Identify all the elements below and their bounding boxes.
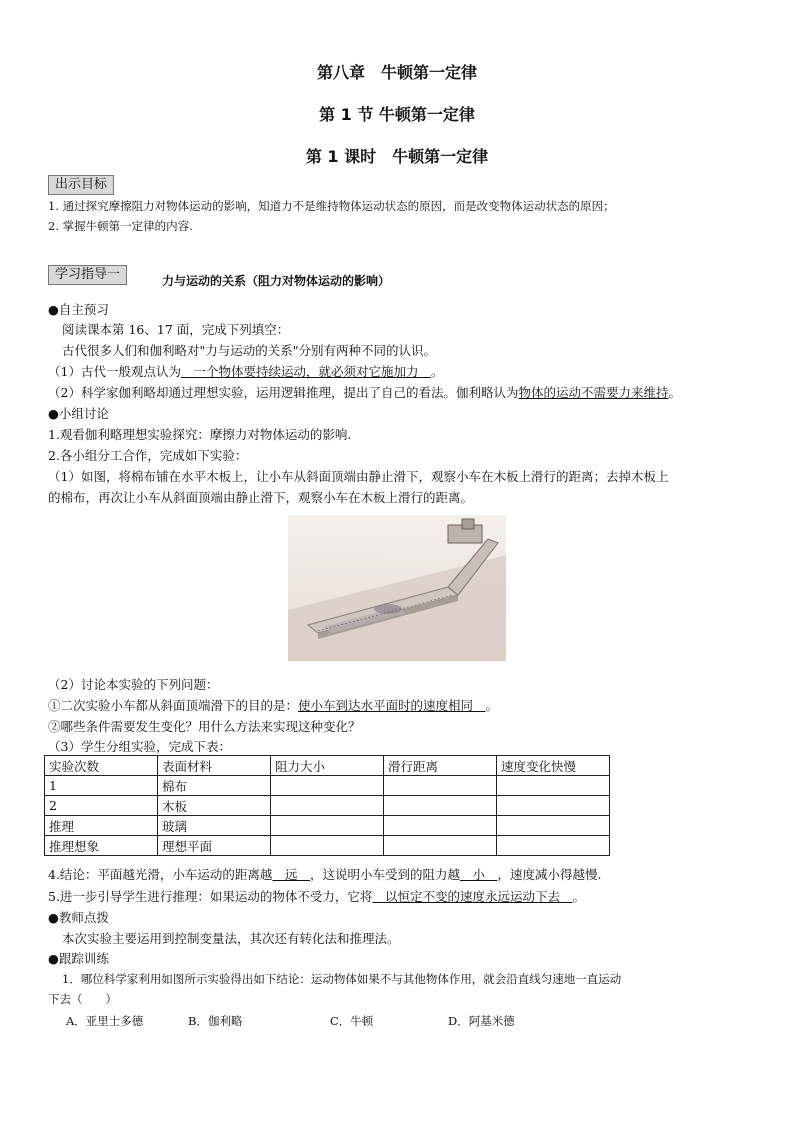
table-cell: 理想平面 xyxy=(158,836,271,856)
table-cell: 推理 xyxy=(45,816,158,836)
c5-suffix: 。 xyxy=(572,889,585,904)
table-cell xyxy=(497,836,610,856)
table-row xyxy=(45,836,610,856)
guide-topic: 力与运动的关系（阻力对物体运动的影响） xyxy=(162,274,391,288)
experiment-photo xyxy=(288,515,506,661)
q2-prefix: （2）科学家伽利略却通过理想实验，运用逻辑推理，提出了自己的看法。伽利略认为 xyxy=(48,385,519,400)
table-row xyxy=(45,776,610,796)
discussion-heading: ●小组讨论 xyxy=(48,406,109,421)
experiment-table xyxy=(44,755,610,856)
c4-part-b: ，这说明小车受到的阻力越 xyxy=(309,867,460,882)
step-2: （2）讨论本实验的下列问题： xyxy=(48,677,219,692)
conclusion-4 xyxy=(48,865,748,883)
table-cell xyxy=(384,796,497,816)
practice-heading: ●跟踪训练 xyxy=(48,951,109,966)
table-row xyxy=(45,816,610,836)
table-cell: 1 xyxy=(45,776,158,796)
step-3: （3）学生分组实验，完成下表： xyxy=(48,739,231,754)
c5-answer: 以恒定不变的速度永远运动下去 xyxy=(372,889,573,904)
table-cell: 玻璃 xyxy=(158,816,271,836)
c4-answer-2: 小 xyxy=(459,867,498,882)
preview-heading: ●自主预习 xyxy=(48,302,109,317)
chapter-title: 第八章 牛顿第一定律 xyxy=(316,63,477,82)
table-cell: 2 xyxy=(45,796,158,816)
discussion-item-1: 1.观看伽利略理想实验探究：摩擦力对物体运动的影响. xyxy=(48,427,352,442)
table-cell xyxy=(384,816,497,836)
table-cell xyxy=(271,836,384,856)
table-cell xyxy=(497,816,610,836)
table-header-cell: 速度变化快慢 xyxy=(497,756,610,776)
preview-question-2 xyxy=(48,383,748,401)
q2-suffix: 。 xyxy=(668,385,681,400)
teacher-heading: ●教师点拨 xyxy=(48,910,109,925)
discussion-item-2: 2.各小组分工合作，完成如下实验： xyxy=(48,448,248,463)
c5-prefix: 5.进一步引导学生进行推理：如果运动的物体不受力，它将 xyxy=(48,889,373,904)
section-title: 第 1 节 牛顿第一定律 xyxy=(319,105,475,124)
goals-label: 出示目标 xyxy=(48,175,114,195)
q2-answer: 物体的运动不需要力来维持 xyxy=(518,385,669,400)
table-header-cell: 阻力大小 xyxy=(271,756,384,776)
practice-question-line-b: 下去（ ） xyxy=(48,992,117,1006)
table-cell xyxy=(271,776,384,796)
c4-answer-1: 远 xyxy=(272,867,310,882)
table-row xyxy=(45,796,610,816)
table-header-cell: 表面材料 xyxy=(158,756,271,776)
question-a xyxy=(48,696,748,714)
table-cell xyxy=(384,776,497,796)
table-cell xyxy=(271,816,384,836)
option-b: B．伽利略 xyxy=(188,1014,243,1028)
q1-prefix: （1）古代一般观点认为 xyxy=(48,364,181,379)
qa-answer: 使小车到达水平面时的速度相同 xyxy=(298,698,486,713)
table-cell: 推理想象 xyxy=(45,836,158,856)
question-b: ②哪些条件需要发生变化？用什么方法来实现这种变化？ xyxy=(48,719,361,734)
q1-suffix: 。 xyxy=(430,364,444,379)
guide-label: 学习指导一 xyxy=(48,265,127,285)
table-cell: 棉布 xyxy=(158,776,271,796)
lesson-title: 第 1 课时 牛顿第一定律 xyxy=(305,147,489,166)
table-cell xyxy=(497,776,610,796)
option-a: A．亚里士多德 xyxy=(66,1014,144,1028)
table-cell: 木板 xyxy=(158,796,271,816)
table-cell xyxy=(384,836,497,856)
table-cell xyxy=(271,796,384,816)
goal-item-2: 2. 掌握牛顿第一定律的内容. xyxy=(48,219,193,233)
option-d: D．阿基米德 xyxy=(448,1014,515,1028)
table-header-cell: 实验次数 xyxy=(45,756,158,776)
step-1-line-b: 的棉布，再次让小车从斜面顶端由静止滑下，观察小车在木板上滑行的距离。 xyxy=(48,490,474,505)
option-c: C．牛顿 xyxy=(330,1014,374,1028)
step-1-line-a: （1）如图，将棉布铺在水平木板上，让小车从斜面顶端由静止滑下，观察小车在木板上滑行的距离；去掉木板上 xyxy=(48,469,669,484)
practice-question-line-a: 1．哪位科学家利用如图所示实验得出如下结论：运动物体如果不与其他物体作用，就会沿直线匀速地一直运动 xyxy=(62,972,622,986)
q1-answer: 一个物体要持续运动，就必须对它施加力 xyxy=(180,364,431,379)
preview-line-1: 阅读课本第 16、17 面，完成下列填空： xyxy=(62,322,290,337)
c4-part-a: 4.结论：平面越光滑，小车运动的距离越 xyxy=(48,867,273,882)
teacher-text: 本次实验主要运用到控制变量法，其次还有转化法和推理法。 xyxy=(62,931,400,946)
qa-suffix: 。 xyxy=(485,698,499,713)
conclusion-5 xyxy=(48,887,748,905)
table-header-cell: 滑行距离 xyxy=(384,756,497,776)
table-cell xyxy=(497,796,610,816)
table-header-row xyxy=(45,756,610,776)
goal-item-1: 1. 通过探究摩擦阻力对物体运动的影响，知道力不是维持物体运动状态的原因，而是改变物体运动状态的原因； xyxy=(48,199,615,213)
preview-line-2: 古代很多人们和伽利略对"力与运动的关系"分别有两种不同的认识。 xyxy=(62,343,437,358)
qa-prefix: ①二次实验小车都从斜面顶端滑下的目的是： xyxy=(48,698,299,713)
c4-part-c: ，速度减小得越慢. xyxy=(497,867,602,882)
preview-question-1 xyxy=(48,362,748,380)
